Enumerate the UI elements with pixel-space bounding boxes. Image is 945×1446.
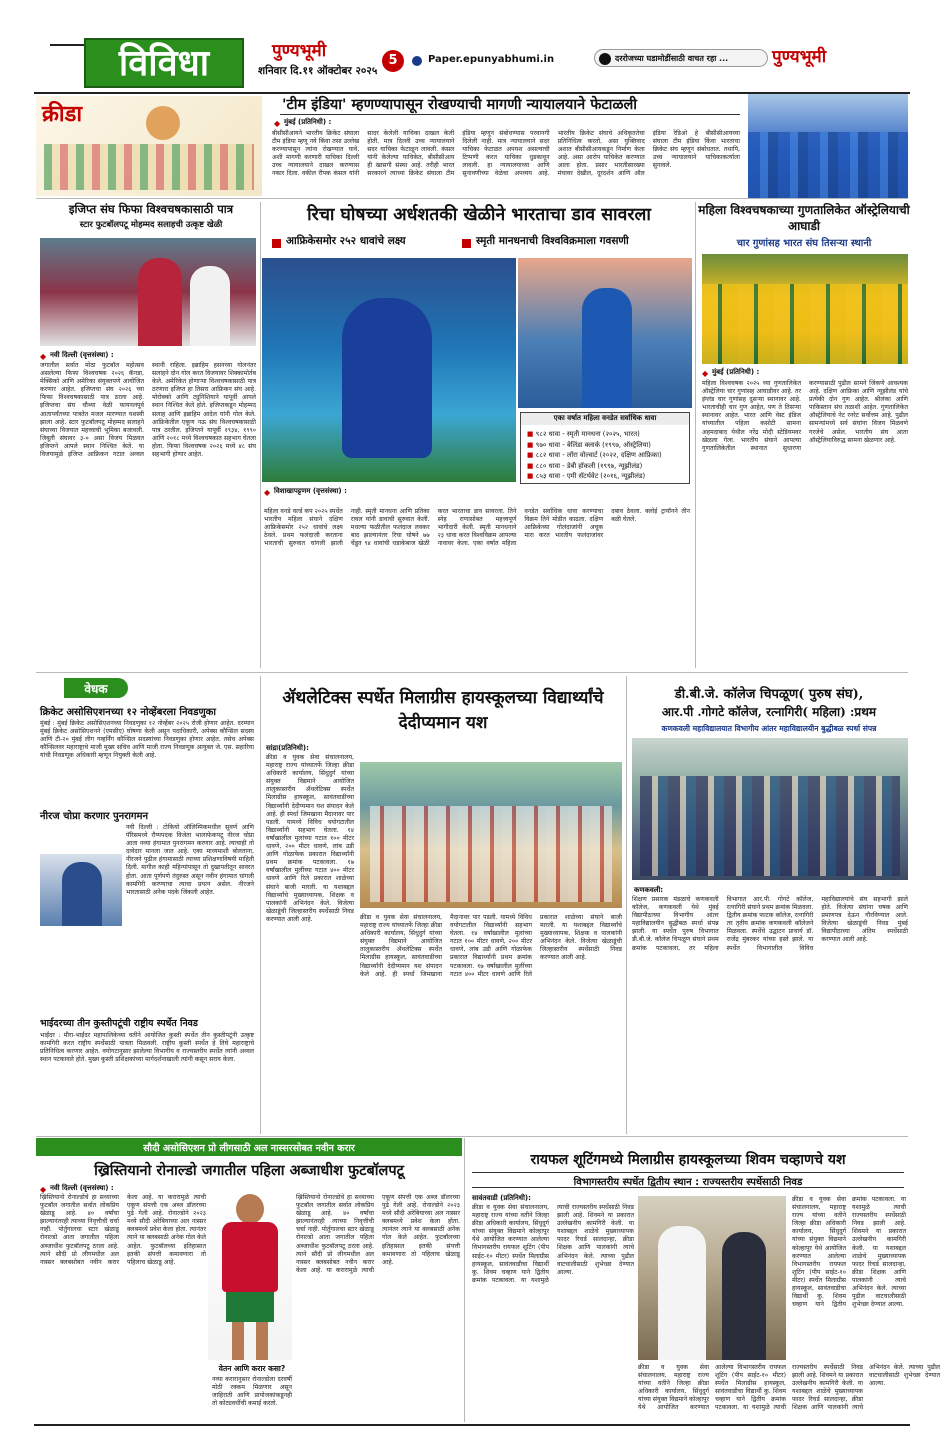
record-row bbox=[527, 471, 645, 482]
player-head bbox=[236, 1194, 264, 1224]
salary-box bbox=[212, 1364, 292, 1418]
arrow-icon bbox=[599, 53, 611, 65]
story2-body bbox=[40, 362, 256, 662]
story7-kicker-bar bbox=[36, 1138, 462, 1156]
page-number-badge bbox=[382, 50, 404, 72]
record-row bbox=[527, 440, 651, 451]
record-bullet-icon: ■ bbox=[527, 472, 536, 480]
story5-headline: ॲथलेटिक्स स्पर्धेत मिलाग्रीस हायस्कूलच्या विद्यार्थ्यांचे देदीप्यमान यश bbox=[282, 688, 604, 733]
square-bullet-icon bbox=[462, 239, 471, 248]
story8-body-right bbox=[792, 1196, 906, 1418]
text-float-spacer bbox=[40, 854, 126, 956]
story3-body bbox=[264, 508, 690, 664]
bullet-icon: ◆ bbox=[40, 1185, 47, 1194]
record-text: ८५३ धावा - एमी सॅटर्थवेट (२०१६, न्यूझीलंड) bbox=[535, 472, 646, 480]
section-title: विविधा bbox=[118, 42, 210, 84]
story7-dateline: नवी दिल्ली (वृत्तसंस्था) : bbox=[50, 1184, 114, 1192]
story7-body-left bbox=[40, 1194, 206, 1418]
story6-dateline: कणकवली: bbox=[634, 886, 664, 894]
story4-body bbox=[702, 380, 908, 664]
story8-body-right-text: क्रीडा व युवक सेवा संचालनालय, महाराष्ट्र राज्य यांच्या वतीने जिल्हा क्रीडा अधिकारी कार्यालय, सिंधुदुर्ग यांच्या संयुक्त विद्यमाने कोल्हापूर येथे आयोजित करण्यात आलेल्या विभागस्तरीय रायफल शूटिंग (पीप साईट-१० मीटर) स्पर्धेत मिलाग्रीस हायस्कूल, सावंतवाडीचा विद्यार्थी कु. शिवम चव्हाण याने द्वितीय क्रमांक पटकावला. या यशामुळे त्याची राज्यस्तरीय स्पर्धेसाठी निवड झाली आहे. शिवमने या प्रकारात उल्लेखनीय कामगिरी केली. या यशाबद्दल शाळेचे मुख्याध्यापक फादर रिचर्ड सालदान्हा, क्रीडा शिक्षक आणि पालकांनी त्याचे अभिनंदन केले. त्याच्या पुढील वाटचालीसाठी शुभेच्छा देण्यात आल्या. bbox=[792, 1196, 906, 1309]
divider bbox=[626, 676, 627, 1134]
vedhak-item3-title: भाईदरच्या तीन कुस्तीपटूंची राष्ट्रीय स्पर्धेत निवड bbox=[40, 1018, 198, 1029]
record-text: ९८२ धावा - स्मृती मानधना (२०२५, भारत) bbox=[535, 430, 640, 438]
page-bottom-rule bbox=[34, 1424, 910, 1426]
vedhak-item3-body bbox=[40, 1032, 254, 1130]
story5-lead bbox=[266, 754, 354, 1130]
story3-sub1: आफ्रिकेसमोर २५२ धावांचे लक्ष्य bbox=[286, 235, 406, 247]
story8-body-mid bbox=[638, 1364, 940, 1418]
story3-sub2: स्मृती मानधनाची विश्वविक्रमाला गवसणी bbox=[476, 235, 629, 247]
vedhak-item2-title: नीरज चोप्रा करणार पुनरागमन bbox=[40, 811, 149, 822]
story1-headline: 'टीम इंडिया' म्हणण्यापासून रोखण्याची मागणी न्यायालयाने फेटाळली bbox=[282, 97, 638, 113]
vedhak-label: वेधक bbox=[84, 682, 108, 696]
team-india-photo bbox=[748, 94, 908, 198]
story6-subhead: कणकवली महाविद्यालयात विभागीय आंतर महाविद्यालयीन बुद्धीबळ स्पर्धा संपन्न bbox=[661, 724, 877, 733]
vedhak-item2-body bbox=[40, 824, 254, 1012]
story2 bbox=[36, 202, 258, 668]
student-group bbox=[370, 806, 612, 902]
story6 bbox=[628, 676, 910, 1134]
record-text: ८८० धावा - डेबी हॉकली (१९९७, न्यूझीलंड) bbox=[535, 461, 643, 470]
story3-dateline: विशाखापट्टणम (वृत्तसंस्था) : bbox=[274, 487, 347, 495]
bullet-icon: ◆ bbox=[40, 352, 47, 361]
record-row bbox=[527, 450, 662, 461]
player-figure bbox=[138, 258, 182, 346]
record-row bbox=[527, 429, 640, 440]
records-box-header bbox=[521, 413, 689, 425]
story5-lead-text: क्रीडा व युवक सेवा संचालनालय, महाराष्ट्र राज्य यांच्यातर्फे जिल्हा क्रीडा अधिकारी कार्यालय, सिंधुदुर्ग यांच्या संयुक्त विद्यमाने आयोजित तालुकास्तरीय ॲथलेटिक्स स्पर्धेत मिलाग्रीस हायस्कूल, सावंतवाडीच्या विद्यार्थ्यांनी देदीप्यमान यश संपादन केले आहे. ही स्पर्धा जिमखाना मैदानावर पार पडली. यामध्ये विविध वयोगटातील विद्यार्थ्यांनी सहभाग घेतला. १४ वर्षांखालील मुलांच्या गटात १०० मीटर धावणे, २०० मीटर धावणे, लांब उडी आणि गोळाफेक प्रकारात विद्यार्थ्यांनी प्रथम क्रमांक पटकावला. १७ वर्षांखालील मुलींच्या गटात ४०० मीटर धावणे आणि रिले प्रकारात शाळेच्या संघाने बाजी मारली. या यशाबद्दल विद्यार्थ्यांचे मुख्याध्यापक, शिक्षक व पालकांनी अभिनंदन केले. विजेत्या खेळाडूंची जिल्हास्तरीय स्पर्धेसाठी निवड करण्यात आली आहे. bbox=[266, 754, 354, 923]
record-bullet-icon: ■ bbox=[527, 451, 536, 459]
story8-body-mid-text: क्रीडा व युवक सेवा संचालनालय, महाराष्ट्र राज्य यांच्या वतीने जिल्हा क्रीडा अधिकारी कार्यालय, सिंधुदुर्ग यांच्या संयुक्त विद्यमाने कोल्हापूर येथे आयोजित करण्यात आलेल्या विभागस्तरीय रायफल शूटिंग (पीप साईट-१० मीटर) स्पर्धेत मिलाग्रीस हायस्कूल, सावंतवाडीचा विद्यार्थी कु. शिवम चव्हाण याने द्वितीय क्रमांक पटकावला. या यशामुळे त्याची राज्यस्तरीय स्पर्धेसाठी निवड झाली आहे. शिवमने या प्रकारात उल्लेखनीय कामगिरी केली. या यशाबद्दल शाळेचे मुख्याध्यापक फादर रिचर्ड सालदान्हा, क्रीडा शिक्षक आणि पालकांनी त्याचे अभिनंदन केले. त्याच्या पुढील वाटचालीसाठी शुभेच्छा देण्यात आल्या. bbox=[638, 1364, 940, 1412]
chess-winners-photo bbox=[632, 738, 908, 880]
divider bbox=[695, 202, 696, 668]
story6-headline-1: डी.बी.जे. कॉलेज चिपळूण( पुरुष संघ), bbox=[674, 687, 864, 702]
story4 bbox=[698, 202, 910, 668]
salah-photo bbox=[40, 238, 256, 346]
divider bbox=[36, 1136, 908, 1137]
vedhak-item3-text: भाईंदर : मीरा-भाईंदर महापालिकेच्या वतीने आयोजित कुस्ती स्पर्धेत तीन कुस्तीपटूंनी उत्कृष्ट कामगिरी करत राष्ट्रीय स्पर्धेसाठी पात्रता मिळवली. राष्ट्रीय कुस्ती स्पर्धेत हे तिघे महाराष्ट्राचे प्रतिनिधित्व करणार आहेत. वयोगटानुसार झालेल्या विभागीय व राज्यस्तरीय स्पर्धेत त्यांनी अव्वल स्थान पटकावले होते. मुख्य कुस्ती प्रशिक्षकांच्या मार्गदर्शनाखाली त्यांनी कसून सराव केला. bbox=[40, 1032, 254, 1064]
story1 bbox=[266, 94, 744, 194]
story5-dateline: सांद्रा(प्रतिनिधी): bbox=[266, 744, 309, 752]
story1-dateline: मुंबई (प्रतिनिधी) : bbox=[284, 118, 332, 126]
records-box-title: एका वर्षात महिला वनडेत सर्वाधिक धावा bbox=[553, 414, 657, 422]
story7-kicker: सौदी असोसिएशन प्रो लीगसाठी अल नास्सरसोबत नवीन करार bbox=[143, 1143, 355, 1154]
divider bbox=[464, 1138, 465, 1422]
player-legs bbox=[232, 1322, 268, 1360]
story4-subhead: चार गुणांसह भारत संघ तिसऱ्या स्थानी bbox=[736, 238, 872, 249]
ronaldo-photo bbox=[208, 1188, 292, 1360]
player-group bbox=[748, 132, 908, 198]
story7-body-text: ख्रिस्तियानो रोनाल्डोचे हा सध्याच्या फुटबॉल जगातील सर्वात लोकप्रिय खेळाडू आहे. ४० वर्षांचा झाल्यानंतरही त्याच्या निवृत्तीची चर्चा नाही. पोर्तुगालचा स्टार खेळाडू रोनाल्डो आता जगातील पहिला अब्जाधीश फुटबॉलपटू ठरला आहे. त्याने सौदी प्रो लीगमधील अल नास्सर क्लबसोबत नवीन करार केला आहे. या करारामुळे त्याची एकूण संपत्ती एक अब्ज डॉलरच्या पुढे गेली आहे. रोनाल्डोने २०२३ मध्ये सौदी अरेबियाच्या अल नास्सर क्लबमध्ये प्रवेश केला होता. त्यानंतर त्याने या क्लबसाठी अनेक गोल केले आहेत. फुटबॉलच्या इतिहासात इतकी संपत्ती कमावणारा तो पहिलाच खेळाडू आहे. bbox=[40, 1194, 206, 1266]
story5-body bbox=[360, 914, 622, 1130]
story6-body-text: शिक्षण प्रसारक मंडळाचे कणकवली कॉलेज, कणकवली येथे मुंबई विद्यापीठाच्या विभागीय आंतर महाविद्यालयीन बुद्धीबळ स्पर्धा संपन्न झाली. या स्पर्धेत पुरुष विभागात डी.बी.जे. कॉलेज चिपळूण संघाने प्रथम क्रमांक पटकावला, तर महिला विभागात आर.पी. गोगटे कॉलेज, रत्नागिरी संघाने प्रथम क्रमांक मिळवला. द्वितीय क्रमांक फाटक कॉलेज, रत्नागिरी तर तृतीय क्रमांक कणकवली कॉलेजने मिळवला. स्पर्धेचे उद्घाटन प्राचार्य डॉ. राजेंद्र मुंबरकर यांच्या हस्ते झाले. या स्पर्धेत विभागातील विविध महाविद्यालयांचे संघ सहभागी झाले होते. विजेत्या संघांना चषक आणि प्रमाणपत्र देऊन गौरविण्यात आले. विजेत्या खेळाडूंची निवड मुंबई विद्यापीठाच्या अंतिम स्पर्धेसाठी करण्यात आली आहे. bbox=[632, 896, 908, 952]
story5-body-text: क्रीडा व युवक सेवा संचालनालय, महाराष्ट्र राज्य यांच्यातर्फे जिल्हा क्रीडा अधिकारी कार्यालय, सिंधुदुर्ग यांच्या संयुक्त विद्यमाने आयोजित तालुकास्तरीय ॲथलेटिक्स स्पर्धेत मिलाग्रीस हायस्कूल, सावंतवाडीच्या विद्यार्थ्यांनी देदीप्यमान यश संपादन केले आहे. ही स्पर्धा जिमखाना मैदानावर पार पडली. यामध्ये विविध वयोगटातील विद्यार्थ्यांनी सहभाग घेतला. १४ वर्षांखालील मुलांच्या गटात १०० मीटर धावणे, २०० मीटर धावणे, लांब उडी आणि गोळाफेक प्रकारात विद्यार्थ्यांनी प्रथम क्रमांक पटकावला. १७ वर्षांखालील मुलींच्या गटात ४०० मीटर धावणे आणि रिले प्रकारात शाळेच्या संघाने बाजी मारली. या यशाबद्दल विद्यार्थ्यांचे मुख्याध्यापक, शिक्षक व पालकांनी अभिनंदन केले. विजेत्या खेळाडूंची जिल्हास्तरीय स्पर्धेसाठी निवड करण्यात आली आहे. bbox=[360, 914, 622, 978]
story8-headline: रायफल शूटिंगमध्ये मिलाग्रीस हायस्कूलच्या शिवम चव्हाणचे यश bbox=[530, 1152, 846, 1168]
person-figure bbox=[658, 1226, 706, 1360]
story7-body-right-text: ख्रिस्तियानो रोनाल्डोचे हा सध्याच्या फुटबॉल जगातील सर्वात लोकप्रिय खेळाडू आहे. ४० वर्षांचा झाल्यानंतरही त्याच्या निवृत्तीची चर्चा नाही. पोर्तुगालचा स्टार खेळाडू रोनाल्डो आता जगातील पहिला अब्जाधीश फुटबॉलपटू ठरला आहे. त्याने सौदी प्रो लीगमधील अल नास्सर क्लबसोबत नवीन करार केला आहे. या करारामुळे त्याची एकूण संपत्ती एक अब्ज डॉलरच्या पुढे गेली आहे. रोनाल्डोने २०२३ मध्ये सौदी अरेबियाच्या अल नास्सर क्लबमध्ये प्रवेश केला होता. त्यानंतर त्याने या क्लबसाठी अनेक गोल केले आहेत. फुटबॉलच्या इतिहासात इतकी संपत्ती कमावणारा तो पहिलाच खेळाडू आहे. bbox=[296, 1194, 460, 1274]
player-figure-2 bbox=[190, 266, 230, 346]
batter-figure bbox=[582, 288, 632, 408]
promo-strip bbox=[594, 49, 768, 67]
participant-group bbox=[640, 776, 900, 876]
bullet-icon: ◆ bbox=[264, 488, 271, 497]
record-text: ९७० धावा - बेलिंडा क्लार्क (१९९७, ऑस्ट्रेलिया) bbox=[535, 440, 651, 449]
divider bbox=[36, 672, 908, 673]
story8-subhead: विभागस्तरीय स्पर्धेत द्वितीय स्थान : राज्यस्तरीय स्पर्धेसाठी निवड bbox=[573, 1177, 803, 1188]
sports-figure-icon bbox=[146, 106, 180, 140]
player-jersey bbox=[222, 1222, 278, 1292]
story7-body-right bbox=[296, 1194, 460, 1418]
story8-subhead-bar bbox=[472, 1172, 904, 1188]
record-bullet-icon: ■ bbox=[527, 430, 536, 438]
smriti-photo bbox=[518, 258, 692, 408]
divider bbox=[36, 198, 908, 199]
brand-logo-right: पुण्यभूमी bbox=[772, 47, 827, 67]
story1-body-text: बीसीसीआयने भारतीय क्रिकेट संघाला टीम इंडिया म्हणू नये किंवा तसा उल्लेख करण्यापासून त्यांना रोखण्यात यावे, अशी मागणी करणारी याचिका दिल्ली उच्च न्यायालयाने दाखल करण्यास नकार दिला. वकील रीपक कंसल यांनी सादर केलेली याचिका दाखल केली होती. मात्र दिल्ली उच्च न्यायालयाने सदर याचिका फेटाळून लावली. कंसल यांनी केलेल्या याचिकेत, बीसीसीआय ही खासगी संस्था आहे. तरीही भारत सरकारने त्याच्या क्रिकेट संघाला टीम इंडिया म्हणून संबोधण्यास परवानगी दिलेली नाही. मात्र न्यायालयाने सदर याचिका फेटाळत अपयश असल्याची टिप्पणी करत याचिका धुडकावून लावली. हा न्यायालयाच्या आणि सुनावणीच्या वेळेचा अपव्यय आहे. भारतीय क्रिकेट संघाचे अधिकृततेचा प्रतिनिधित्व करतो, असा युक्तिवाद अशात बीसीसीआयकडून निर्माण केला आहे. असा आरोप याचिकेत करण्यात आला होता. प्रसार भारतीसारख्या मंचावर देखील, दूरदर्शन आणि ऑल इंडिया रेडिओ हे बीसीसीआयच्या संघाला टीम इंडिया किंवा भारताचा क्रिकेट संघ म्हणून संबोधतात. तथापि, उच्च न्यायालयाने याचिकाकर्त्याला सुनावले. bbox=[272, 130, 740, 178]
krida-label: क्रीडा bbox=[42, 101, 83, 127]
vedhak-label-tab bbox=[64, 678, 128, 698]
player-group bbox=[702, 284, 908, 364]
vedhak-item1-text: मुंबई : मुंबई क्रिकेट असोसिएशनच्या निवडणुका १२ नोव्हेंबर २०२५ रोजी होणार आहेत. दरम्यान मुंबई क्रिकेट असोसिएशनने (एमसीए) घोषणा केली असून पदाधिकारी, अपेक्स कौन्सिल सदस्य आणि टी-२० मुंबई लीग गव्हर्निंग कौन्सिल सदस्यांच्या निवडणुका होणार आहेत. तसेच अपेक्स कौन्सिलवर महाराष्ट्राचे माजी मुख्य सचिव आणि माजी राज्य निवडणूक आयुक्त जे. एस. सहारिया यांची निवडणूक अधिकारी म्हणून नियुक्ती केली आहे. bbox=[40, 720, 254, 760]
section-badge bbox=[84, 38, 244, 88]
richa-batting-photo bbox=[262, 258, 516, 482]
story6-body bbox=[632, 896, 908, 1130]
record-text: ८८२ धावा - लॉरा वोल्वार्ट (२०२२, दक्षिण आफ्रिका) bbox=[535, 451, 662, 459]
page-number: 5 bbox=[388, 53, 398, 68]
square-bullet-icon bbox=[272, 239, 281, 248]
globe-icon bbox=[412, 56, 422, 66]
story2-dateline: नवी दिल्ली (वृत्तसंस्था) : bbox=[50, 351, 114, 359]
story5 bbox=[262, 676, 624, 1134]
divider bbox=[260, 202, 261, 668]
vedhak-item1-title: क्रिकेट असोसिएशनच्या १२ नोव्हेंबरला निवडणुका bbox=[40, 707, 216, 718]
website-url: Paper.epunyabhumi.in bbox=[428, 54, 555, 65]
sports-silhouettes bbox=[44, 144, 254, 190]
story8-body-left bbox=[472, 1204, 634, 1418]
story3 bbox=[262, 202, 692, 668]
shivam-award-photo bbox=[638, 1196, 786, 1360]
story2-body-text: जगातील सर्वात मोठा फुटबॉल महोत्सव असलेल्या फिफा विश्वचषक २०२६ कॅनडा, मेक्सिको आणि अमेरिका संयुक्तपणे आयोजित करणार आहेत. इजिप्तचा संघ २०२६ च्या फिफा विश्वचषकासाठी पात्र ठरला आहे. इजिप्तचा संघ चौथ्या वेळी फायनलपूर्व आतापर्यंतच्या पात्रतेत मजल मारण्यात यशस्वी झाला आहे. स्टार फुटबॉलपटू मोहम्मद सलाहने संघाच्या विजयात महत्त्वाची भूमिका बजावली. जिबूती संघावर ३-० असा विजय मिळवत इजिप्तने आपले स्थान निश्चित केले. या विजयामुळे इजिप्त आफ्रिकन गटात अव्वल स्थानी राहिला. इब्राहिम हसनच्या गोलनंतर सलाहने दोन गोल करत विजयावर शिक्कामोर्तब केले. अमेरिकेत होणाऱ्या विश्वचषकासाठी पात्र ठरणारा इजिप्त हा तिसरा आफ्रिकन संघ आहे. मोरोक्को आणि ट्युनिशियाने यापूर्वी आपले स्थान निश्चित केले होते. इजिप्तकडून मोहम्मद सलाह आणि इब्राहिम आदेल यांनी गोल केले. आफ्रिकेतील एकूण नऊ संघ विश्वचषकासाठी पात्र ठरतील. इजिप्तने यापूर्वी १९३४, १९९० आणि २०१८ मध्ये विश्वचषकात सहभाग घेतला होता. फिफा विश्वचषक २०२६ मध्ये ४८ संघ सहभागी होणार आहेत. bbox=[40, 362, 256, 459]
record-bullet-icon: ■ bbox=[527, 461, 536, 470]
issue-date: शनिवार दि.११ ऑक्टोबर २०२५ bbox=[258, 65, 378, 77]
record-bullet-icon: ■ bbox=[527, 440, 536, 449]
vedhak-column bbox=[36, 676, 258, 1134]
bullet-icon: ◆ bbox=[274, 119, 281, 128]
salary-box-text: नव्या करारानुसार रोनाल्डोला दरवर्षी मोठी रक्कम मिळणार असून जाहिराती आणि प्रायोजकांकडूनही तो कोट्यवधींची कमाई करतो. bbox=[212, 1376, 292, 1408]
story4-dateline: मुंबई (प्रतिनिधी) : bbox=[712, 368, 760, 376]
story6-headline-2: आर.पी .गोगटे कॉलेज, रत्नागिरी( महिला) :प्रथम bbox=[661, 705, 877, 719]
story4-body-text: महिला विश्वचषक २०२५ च्या गुणतालिकेत ऑस्ट्रेलिया चार गुणांसह आघाडीवर आहे. तर इंग्लंड चार गुणांसह दुसऱ्या स्थानावर आहे. भारताचीही चार गुण आहेत, पण ते तिसऱ्या स्थानावर आहेत. भारत आणि वेस्ट इंडिज यांच्यातील पहिला कसोटी सामना अहमदाबाद येथील नरेंद्र मोदी स्टेडियमवर खेळला गेला. भारतीय संघाने आपल्या गुणतालिकेतील स्थानात सुधारणा करण्यासाठी पुढील सामने जिंकणे आवश्यक आहे. दक्षिण आफ्रिका आणि न्यूझीलंड यांचे प्रत्येकी दोन गुण आहेत. श्रीलंका आणि पाकिस्तान संघ तळाशी आहेत. गुणतालिकेत ऑस्ट्रेलियाचे नेट रनरेट सर्वोत्तम आहे. पुढील सामन्यांमध्ये सर्व संघांना विजय मिळवणे गरजेचे असेल. भारतीय संघ आता ऑस्ट्रेलियाविरुद्ध सामना खेळणार आहे. bbox=[702, 380, 908, 452]
story1-body bbox=[272, 130, 740, 192]
vedhak-item2-text: नवी दिल्ली : टोकियो ऑलिम्पिकमधील सुवर्ण आणि पॅरिसमध्ये रौप्यपदक विजेता भालाफेकपटू नीरज चोप्रा आता नव्या हंगामात पुनरागमन करणार आहे. त्याचाही तो दावेदार मानला जात आहे. एका माध्यमाशी बोलताना, नीरजने पुढील हंगामासाठी त्याच्या प्रशिक्षणाविषयी माहिती दिली. मागील काही महिन्यांपासून तो दुखापतीतून सावरत होता. आता पूर्णपणे तंदुरुस्त असून नवीन हंगामात चांगली कामगिरी करण्याचा त्याचा प्रयत्न असेल. नीरजने भारतासाठी अनेक पदके जिंकली आहेत. bbox=[126, 824, 254, 896]
masthead bbox=[0, 0, 945, 100]
bullet-icon: ◆ bbox=[702, 369, 709, 378]
story3-headline: रिचा घोषच्या अर्धशतकी खेळीने भारताचा डाव सावरला bbox=[307, 205, 651, 225]
australia-team-photo bbox=[702, 254, 908, 364]
salary-box-title: वेतन आणि करार कसा? bbox=[218, 1364, 286, 1373]
story7 bbox=[36, 1138, 462, 1422]
vedhak-item1-body bbox=[40, 720, 254, 802]
divider bbox=[260, 676, 261, 1134]
story3-body-text: महिला वनडे वर्ल्ड कप २०२५ स्पर्धेत भारतीय महिला संघाने दक्षिण आफ्रिकेसमोर २५२ धावांचे लक्ष्य ठेवले. प्रथम फलंदाजी करताना भारताची सुरुवात चांगली झाली नाही. स्मृती मानधना आणि प्रतिका रावल यांनी डावाची सुरुवात केली. मधल्या फळीतील फलंदाज लवकर बाद झाल्यानंतर रिचा घोषने ७७ चेंडूत ९४ धावांची धडाकेबाज खेळी करत भारताचा डाव सावरला. तिने स्नेह राणासोबत महत्त्वपूर्ण भागीदारी केली. स्मृती मानधनाने २३ धावा करत विश्वविक्रम आपल्या नावावर केला. एका वर्षात महिला वनडेत सर्वाधिक धावा करण्याचा विक्रम तिने मोडीत काढला. दक्षिण आफ्रिकेच्या गोलंदाजांनी अचूक मारा करत भारतीय फलंदाजांवर दबाव ठेवला. क्लोई ट्रायॉनने तीन बळी घेतले. bbox=[264, 508, 690, 548]
story4-headline: महिला विश्वचषकाच्या गुणतालिकेत ऑस्ट्रेलियाची आघाडी bbox=[698, 203, 910, 233]
story1-underline bbox=[280, 114, 740, 115]
salary-box-body bbox=[212, 1376, 292, 1418]
player-shorts bbox=[226, 1292, 274, 1322]
story2-kicker: इजिप्त संघ फिफा विश्वचषकासाठी पात्र bbox=[68, 202, 234, 216]
krida-banner bbox=[36, 96, 262, 196]
students-photo bbox=[360, 762, 622, 908]
batter-figure bbox=[342, 298, 432, 458]
brand-logo-left: पुण्यभूमी bbox=[272, 41, 327, 61]
records-box bbox=[520, 412, 690, 484]
story7-headline: ख्रिस्तियानो रोनाल्डो जगातील पहिला अब्जाधीश फुटबॉलपटू bbox=[94, 1162, 404, 1179]
story8-body-text: क्रीडा व युवक सेवा संचालनालय, महाराष्ट्र राज्य यांच्या वतीने जिल्हा क्रीडा अधिकारी कार्यालय, सिंधुदुर्ग यांच्या संयुक्त विद्यमाने कोल्हापूर येथे आयोजित करण्यात आलेल्या विभागस्तरीय रायफल शूटिंग (पीप साईट-१० मीटर) स्पर्धेत मिलाग्रीस हायस्कूल, सावंतवाडीचा विद्यार्थी कु. शिवम चव्हाण याने द्वितीय क्रमांक पटकावला. या यशामुळे त्याची राज्यस्तरीय स्पर्धेसाठी निवड झाली आहे. शिवमने या प्रकारात उल्लेखनीय कामगिरी केली. या यशाबद्दल शाळेचे मुख्याध्यापक फादर रिचर्ड सालदान्हा, क्रीडा शिक्षक आणि पालकांनी त्याचे अभिनंदन केले. त्याच्या पुढील वाटचालीसाठी शुभेच्छा देण्यात आल्या. bbox=[472, 1204, 634, 1284]
story2-subhead: स्टार फुटबॉलपटू मोहम्मद सलाहची उत्कृष्ट खेळी bbox=[79, 219, 223, 229]
promo-text: दररोजच्या घडामोडींसाठी वाचत रहा ... bbox=[615, 54, 729, 63]
story8 bbox=[466, 1138, 940, 1422]
record-row bbox=[527, 461, 642, 472]
person-figure-2 bbox=[722, 1232, 766, 1360]
story8-dateline: सावंतवाडी (प्रतिनिधी): bbox=[472, 1194, 531, 1202]
